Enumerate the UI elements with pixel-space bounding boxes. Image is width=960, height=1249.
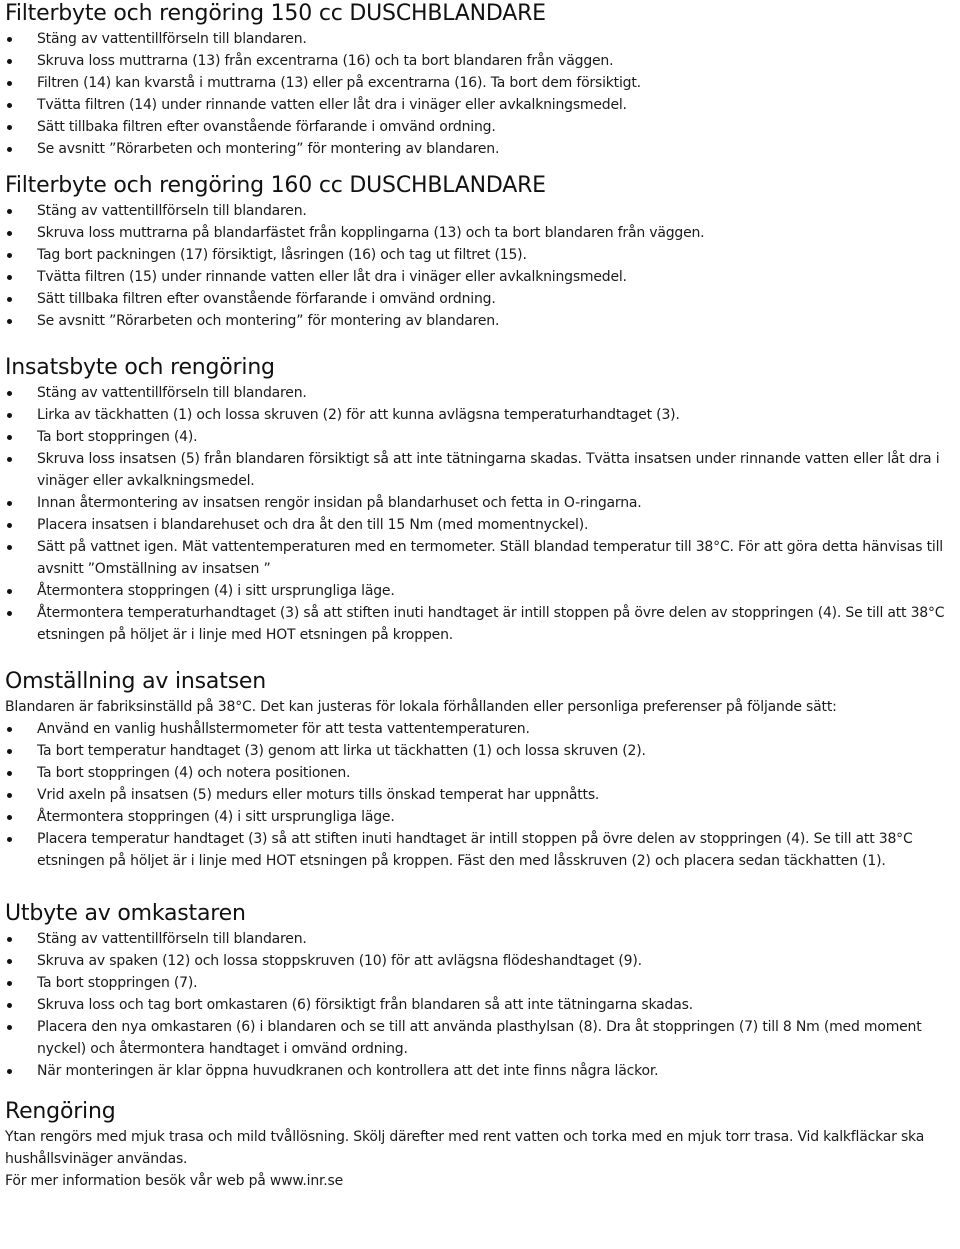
bullet-icon [7, 937, 12, 942]
bullet-icon [7, 501, 12, 506]
instruction-list [5, 28, 956, 160]
list-item [5, 536, 956, 580]
list-item [5, 94, 956, 116]
section-heading: Utbyte av omkastaren [5, 901, 246, 926]
instruction-list [5, 382, 956, 646]
list-item-text: Sätt tillbaka filtren efter ovanstående förfarande i omvänd ordning. [37, 291, 496, 307]
list-item-text: Stäng av vattentillförseln till blandaren. [37, 385, 307, 401]
list-item [5, 762, 956, 784]
list-item-text: Placera den nya omkastaren (6) i blandaren och se till att använda plasthylsan (8). Dra åt stoppringen (7) till 8 Nm (med moment nyckel) och återmontera handtaget i omvänd ordning. [37, 1019, 922, 1057]
cleaning-paragraph: Ytan rengörs med mjuk trasa och mild tvållösning. Skölj därefter med rent vatten och torka med en mjuk torr trasa. Vid kalkfläckar ska hushållsvinäger användas. [5, 1129, 925, 1167]
bullet-icon [7, 275, 12, 280]
list-item-text: Skruva loss muttrarna (13) från excentrarna (16) och ta bort blandaren från väggen. [37, 53, 614, 69]
bullet-icon [7, 319, 12, 324]
list-item [5, 718, 956, 740]
list-item-text: Ta bort temperatur handtaget (3) genom att lirka ut täckhatten (1) och lossa skruven (2). [37, 743, 646, 759]
list-item [5, 972, 956, 994]
list-item-text: Placera temperatur handtaget (3) så att stiften inuti handtaget är intill stoppen på övre delen av stoppringen (4). Se till att 38°C etsningen på höljet är i linje med HOT etsningen på kroppen. Fäst den med låsskruven (2) och placera sedan täckhatten (1). [37, 831, 913, 869]
list-item-text: Vrid axeln på insatsen (5) medurs eller moturs tills önskad temperat har uppnåtts. [37, 787, 600, 803]
list-item [5, 784, 956, 806]
instruction-list [5, 928, 956, 1082]
list-item [5, 138, 956, 160]
list-item [5, 310, 956, 332]
list-item [5, 828, 956, 872]
bullet-icon [7, 793, 12, 798]
list-item-text: Återmontera stoppringen (4) i sitt ursprungliga läge. [37, 809, 395, 825]
list-item-text: Tvätta filtren (15) under rinnande vatten eller låt dra i vinäger eller avkalkningsmedel. [37, 269, 627, 285]
list-item-text: Återmontera stoppringen (4) i sitt ursprungliga läge. [37, 583, 395, 599]
list-item-text: Stäng av vattentillförseln till blandaren. [37, 203, 307, 219]
list-item-text: Tag bort packningen (17) försiktigt, låsringen (16) och tag ut filtret (15). [37, 247, 527, 263]
list-item-text: Skruva loss muttrarna på blandarfästet från kopplingarna (13) och ta bort blandaren från väggen. [37, 225, 705, 241]
bullet-icon [7, 611, 12, 616]
bullet-icon [7, 1069, 12, 1074]
list-item [5, 50, 956, 72]
section-intro: Blandaren är fabriksinställd på 38°C. Det kan justeras för lokala förhållanden eller personliga preferenser på följande sätt: [5, 699, 837, 715]
list-item-text: Stäng av vattentillförseln till blandaren. [37, 931, 307, 947]
bullet-icon [7, 103, 12, 108]
list-item-text: Se avsnitt ”Rörarbeten och montering” för montering av blandaren. [37, 313, 500, 329]
section-heading: Rengöring [5, 1099, 116, 1124]
bullet-icon [7, 209, 12, 214]
section-heading: Filterbyte och rengöring 150 cc DUSCHBLANDARE [5, 1, 546, 26]
instruction-list [5, 200, 956, 332]
bullet-icon [7, 81, 12, 86]
list-item [5, 928, 956, 950]
list-item [5, 1016, 956, 1060]
list-item [5, 288, 956, 310]
bullet-icon [7, 231, 12, 236]
bullet-icon [7, 435, 12, 440]
list-item [5, 602, 956, 646]
bullet-icon [7, 391, 12, 396]
list-item-text: Använd en vanlig hushållstermometer för att testa vattentemperaturen. [37, 721, 530, 737]
bullet-icon [7, 147, 12, 152]
bullet-icon [7, 837, 12, 842]
list-item-text: Skruva loss och tag bort omkastaren (6) försiktigt från blandaren så att inte tätningarna skadas. [37, 997, 693, 1013]
website-info: För mer information besök vår web på www.inr.se [5, 1173, 344, 1189]
list-item [5, 514, 956, 536]
section-insert-adjustment [5, 668, 956, 872]
bullet-icon [7, 125, 12, 130]
bullet-icon [7, 727, 12, 732]
list-item-text: Återmontera temperaturhandtaget (3) så att stiften inuti handtaget är intill stoppen på övre delen av stoppringen (4). Se till att 38°C etsningen på höljet är i linje med HOT etsningen på kroppen. [37, 605, 945, 643]
bullet-icon [7, 545, 12, 550]
bullet-icon [7, 253, 12, 258]
list-item-text: Sätt tillbaka filtren efter ovanstående förfarande i omvänd ordning. [37, 119, 496, 135]
list-item [5, 382, 956, 404]
section-diverter-replacement [5, 900, 956, 1082]
list-item [5, 404, 956, 426]
section-filter-160 [5, 172, 956, 332]
bullet-icon [7, 749, 12, 754]
list-item-text: Innan återmontering av insatsen rengör insidan på blandarhuset och fetta in O-ringarna. [37, 495, 642, 511]
list-item-text: Filtren (14) kan kvarstå i muttrarna (13) eller på excentrarna (16). Ta bort dem försiktigt. [37, 75, 641, 91]
list-item [5, 806, 956, 828]
list-item [5, 580, 956, 602]
bullet-icon [7, 1003, 12, 1008]
bullet-icon [7, 981, 12, 986]
list-item [5, 994, 956, 1016]
list-item-text: Sätt på vattnet igen. Mät vattentemperaturen med en termometer. Ställ blandad temperatur till 38°C. För att göra detta hänvisas till avsnitt ”Omställning av insatsen ” [37, 539, 943, 577]
list-item-text: Ta bort stoppringen (4) och notera positionen. [37, 765, 351, 781]
bullet-icon [7, 457, 12, 462]
bullet-icon [7, 297, 12, 302]
list-item [5, 950, 956, 972]
list-item-text: Skruva loss insatsen (5) från blandaren försiktigt så att inte tätningarna skadas. Tvätta insatsen under rinnande vatten eller låt dra i vinäger eller avkalkningsmedel. [37, 451, 940, 489]
bullet-icon [7, 589, 12, 594]
list-item [5, 448, 956, 492]
list-item [5, 222, 956, 244]
list-item [5, 1060, 956, 1082]
bullet-icon [7, 815, 12, 820]
list-item [5, 200, 956, 222]
list-item-text: När monteringen är klar öppna huvudkranen och kontrollera att det inte finns några läckor. [37, 1063, 659, 1079]
list-item-text: Lirka av täckhatten (1) och lossa skruven (2) för att kunna avlägsna temperaturhandtaget (3). [37, 407, 680, 423]
section-insert-replacement [5, 354, 956, 646]
list-item-text: Stäng av vattentillförseln till blandaren. [37, 31, 307, 47]
bullet-icon [7, 59, 12, 64]
list-item-text: Ta bort stoppringen (7). [37, 975, 198, 991]
list-item [5, 116, 956, 138]
list-item [5, 426, 956, 448]
bullet-icon [7, 771, 12, 776]
list-item-text: Skruva av spaken (12) och lossa stoppskruven (10) för att avlägsna flödeshandtaget (9). [37, 953, 642, 969]
list-item [5, 244, 956, 266]
list-item [5, 492, 956, 514]
section-heading: Omställning av insatsen [5, 669, 266, 694]
bullet-icon [7, 413, 12, 418]
list-item-text: Placera insatsen i blandarehuset och dra åt den till 15 Nm (med momentnyckel). [37, 517, 589, 533]
section-heading: Filterbyte och rengöring 160 cc DUSCHBLANDARE [5, 173, 546, 198]
list-item [5, 72, 956, 94]
list-item-text: Ta bort stoppringen (4). [37, 429, 198, 445]
bullet-icon [7, 37, 12, 42]
list-item [5, 740, 956, 762]
section-heading: Insatsbyte och rengöring [5, 355, 275, 380]
list-item [5, 28, 956, 50]
list-item [5, 266, 956, 288]
bullet-icon [7, 1025, 12, 1030]
list-item-text: Se avsnitt ”Rörarbeten och montering” för montering av blandaren. [37, 141, 500, 157]
bullet-icon [7, 523, 12, 528]
instruction-list [5, 718, 956, 872]
section-filter-150 [5, 0, 956, 160]
section-cleaning [5, 1098, 956, 1192]
list-item-text: Tvätta filtren (14) under rinnande vatten eller låt dra i vinäger eller avkalkningsmedel. [37, 97, 627, 113]
bullet-icon [7, 959, 12, 964]
